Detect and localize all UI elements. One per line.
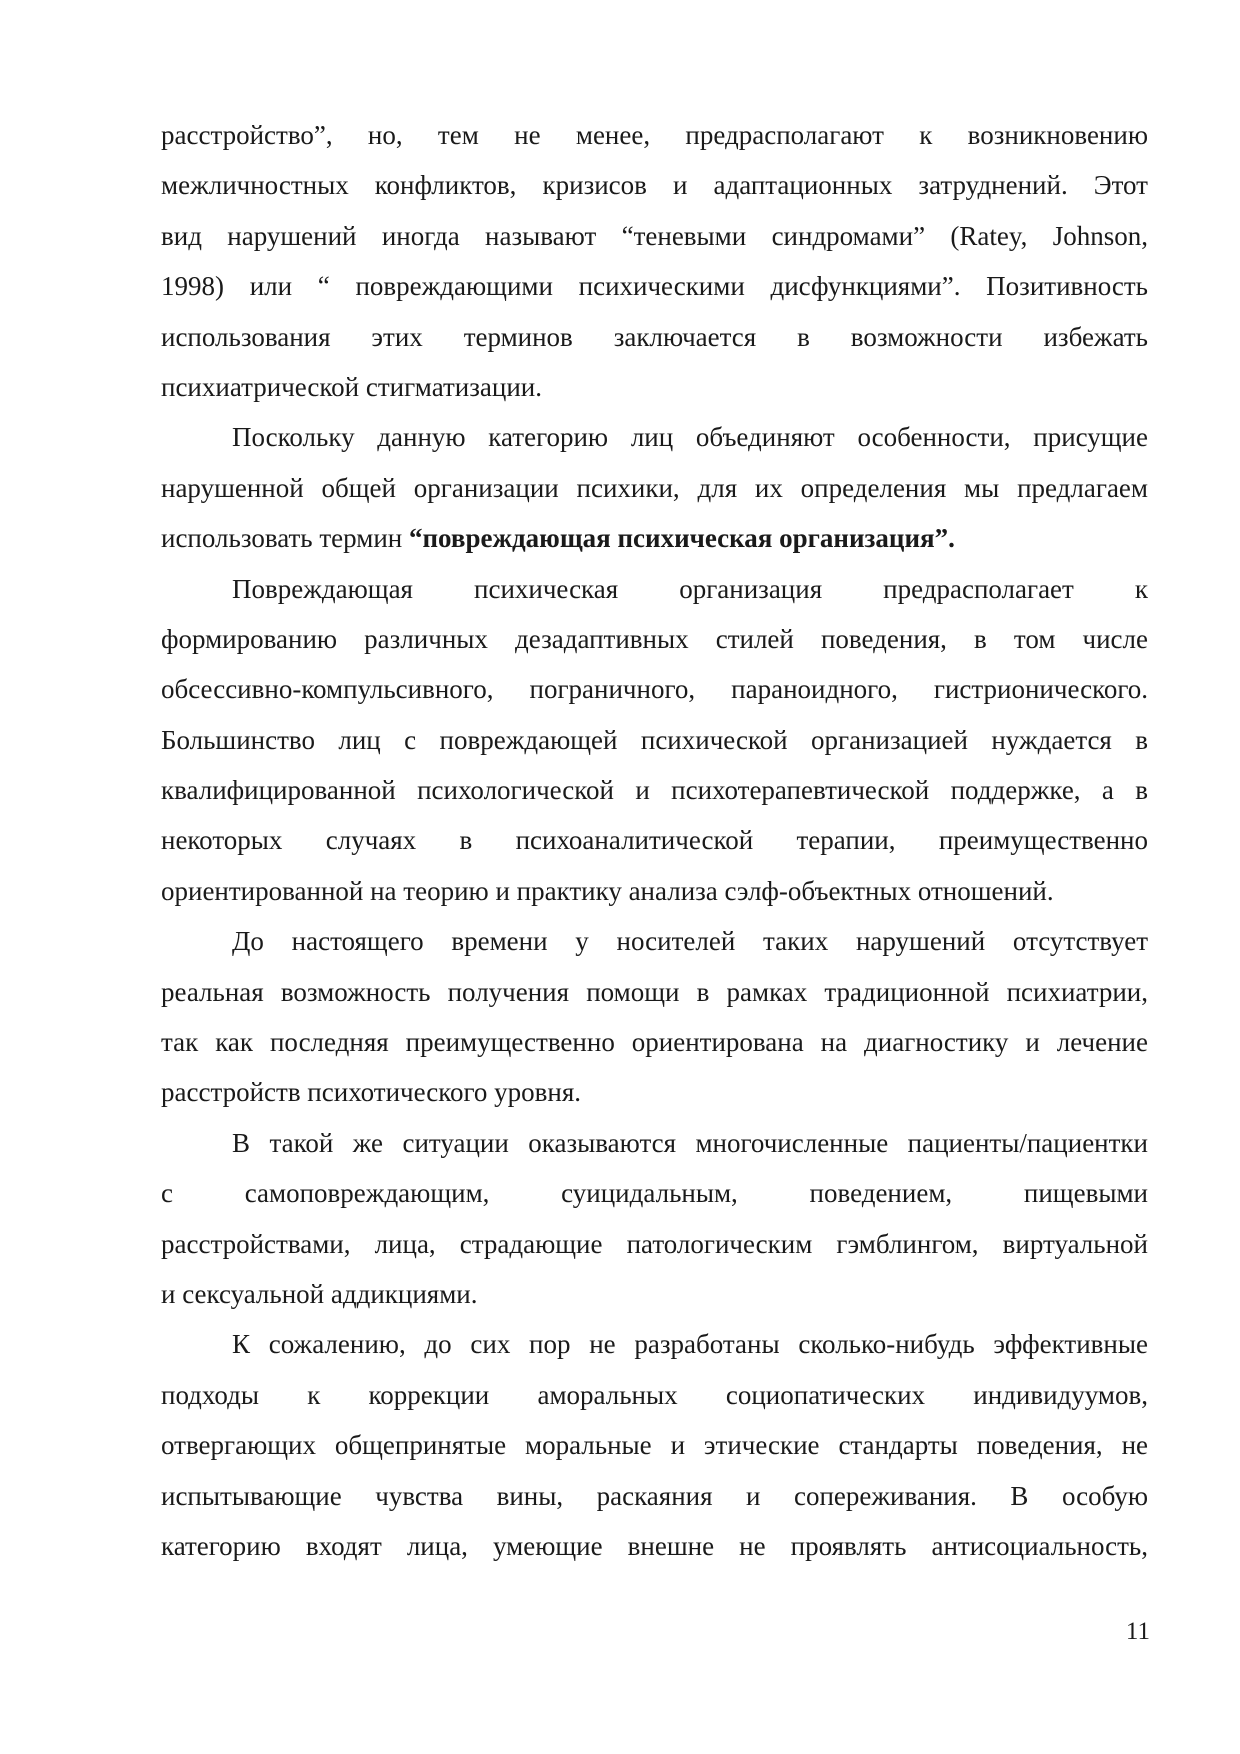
text-line: обсессивно-компульсивного, пограничного, параноидного, гистрионического. xyxy=(161,674,1148,705)
body-text xyxy=(161,110,1148,1571)
text-line: ориентированной на теорию и практику анализа сэлф-объектных отношений. xyxy=(161,875,1054,906)
text-line: психиатрической стигматизации. xyxy=(161,371,542,402)
text-line: расстройств психотического уровня. xyxy=(161,1077,582,1108)
text-line: использования этих терминов заключается в возможности избежать xyxy=(161,321,1148,352)
text-line: некоторых случаях в психоаналитической терапии, преимущественно xyxy=(161,825,1148,856)
text-line: и сексуальной аддикциями. xyxy=(161,1278,478,1309)
text-line: так как последняя преимущественно ориентирована на диагностику и лечение xyxy=(161,1027,1148,1058)
text-line: подходы к коррекции аморальных социопатических индивидуумов, xyxy=(161,1379,1148,1410)
text-line: Повреждающая психическая организация предрасполагает к xyxy=(232,573,1148,604)
text-line: квалифицированной психологической и психотерапевтической поддержке, а в xyxy=(161,775,1148,806)
text-line: расстройство”, но, тем не менее, предрасполагают к возникновению xyxy=(161,120,1148,150)
text-line: с самоповреждающим, суицидальным, поведением, пищевыми xyxy=(161,1178,1148,1209)
bold-term: “повреждающая психическая организация”. xyxy=(408,523,955,554)
text-line: расстройствами, лица, страдающие патологическим гэмблингом, виртуальной xyxy=(161,1228,1148,1259)
page-number: 11 xyxy=(1125,1618,1150,1645)
text-line: отвергающих общепринятые моральные и этические стандарты поведения, не xyxy=(161,1430,1148,1461)
text-line: категорию входят лица, умеющие внешне не проявлять антисоциальность, xyxy=(161,1530,1148,1561)
text-line xyxy=(161,513,1148,563)
text-line: Поскольку данную категорию лиц объединяют особенности, присущие xyxy=(232,422,1148,453)
text-line: 1998) или “ повреждающими психическими дисфункциями”. Позитивность xyxy=(161,271,1148,302)
text-line: испытывающие чувства вины, раскаяния и сопереживания. В особую xyxy=(161,1480,1148,1511)
text-line: формированию различных дезадаптивных стилей поведения, в том числе xyxy=(161,623,1148,654)
text-line: Большинство лиц с повреждающей психической организацией нуждается в xyxy=(161,724,1148,755)
text-line: межличностных конфликтов, кризисов и адаптационных затруднений. Этот xyxy=(161,170,1148,201)
text-line: реальная возможность получения помощи в рамках традиционной психиатрии, xyxy=(161,976,1148,1007)
text-line: До настоящего времени у носителей таких нарушений отсутствует xyxy=(232,926,1148,957)
text-line: К сожалению, до сих пор не разработаны сколько-нибудь эффективные xyxy=(232,1329,1148,1360)
text-line: нарушенной общей организации психики, для их определения мы предлагаем xyxy=(161,472,1148,503)
text-segment: использовать термин xyxy=(161,523,409,554)
text-line: В такой же ситуации оказываются многочисленные пациенты/пациентки xyxy=(232,1127,1148,1158)
text-line: вид нарушений иногда называют “теневыми синдромами” (Ratey, Johnson, xyxy=(161,220,1148,251)
